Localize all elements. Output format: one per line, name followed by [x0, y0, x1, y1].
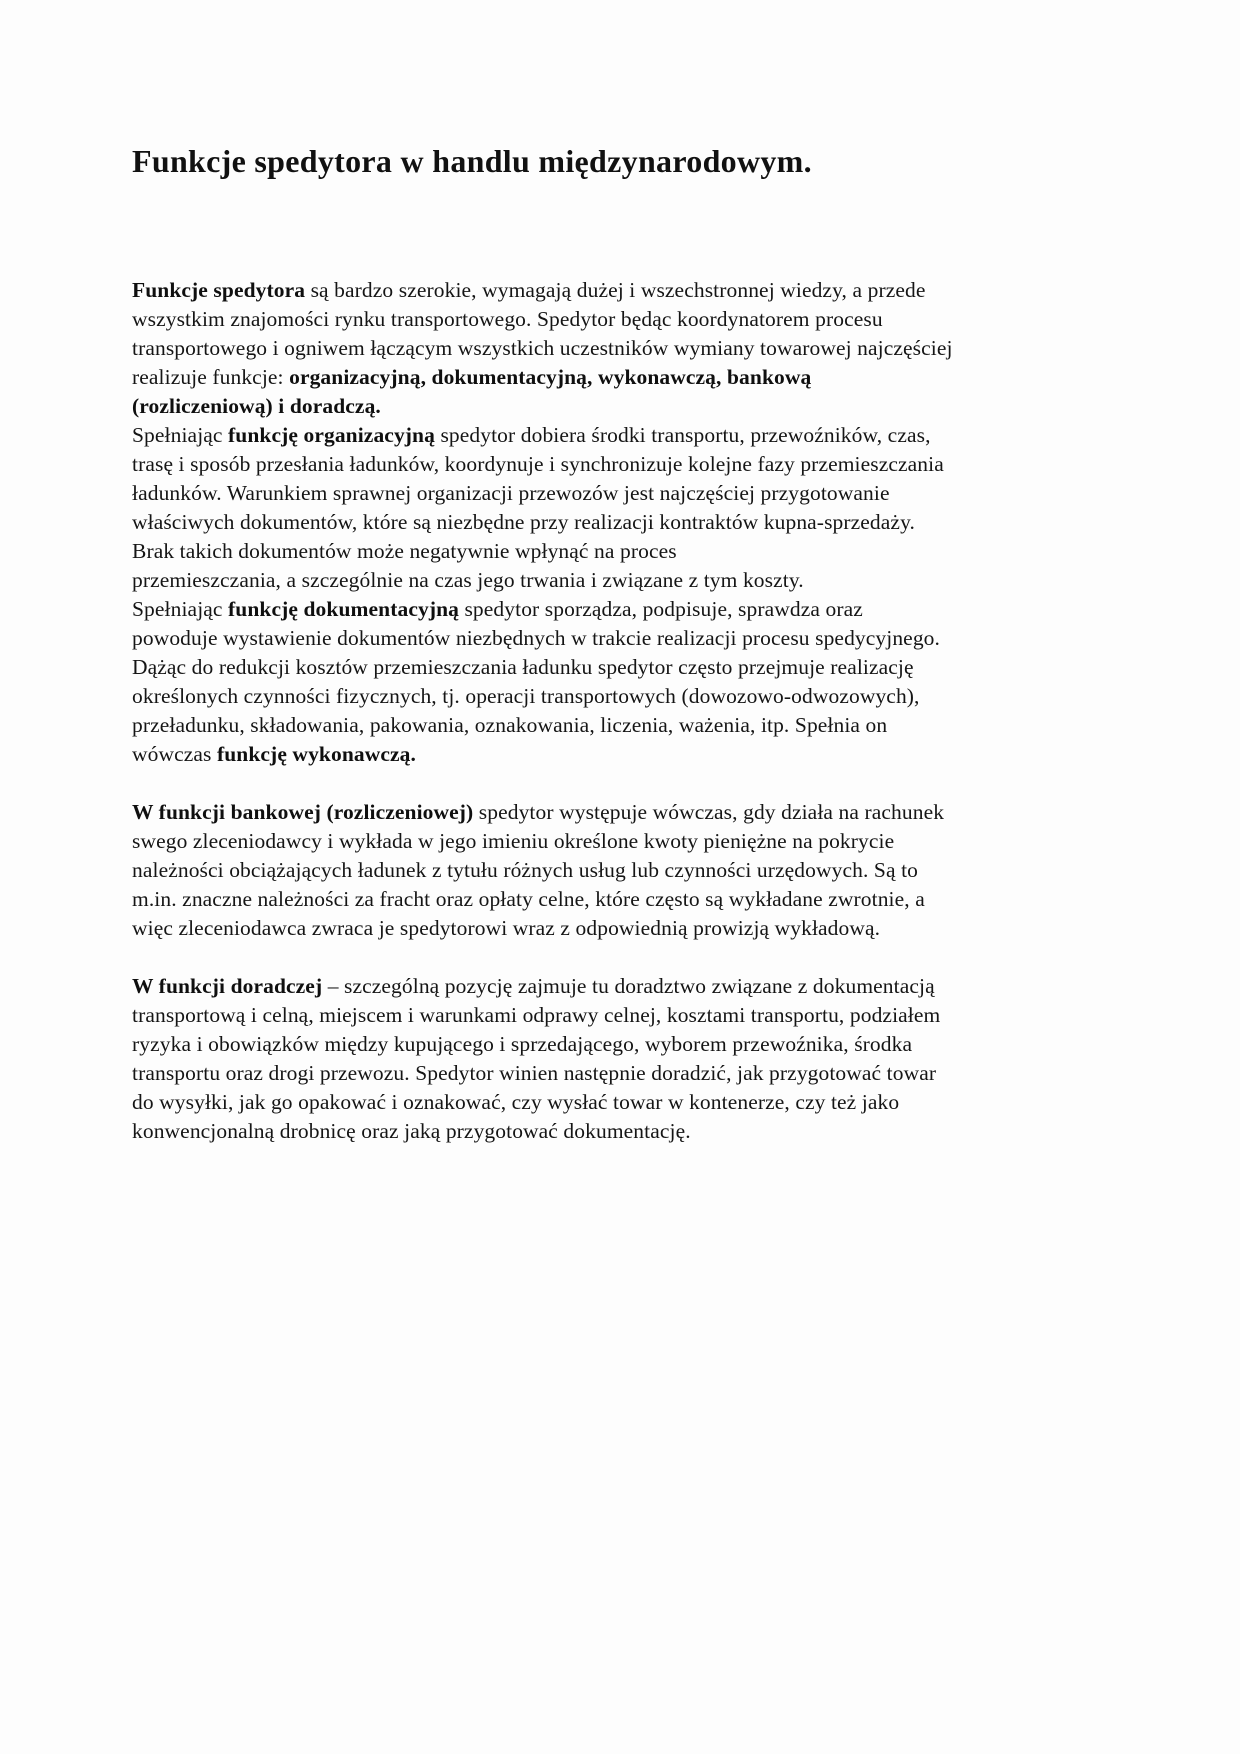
- text-line: [132, 566, 1152, 595]
- bold-text-segment: funkcję dokumentacyjną: [228, 597, 459, 621]
- document-content: [132, 140, 1152, 1146]
- text-line: [132, 1088, 1152, 1117]
- bold-text-segment: funkcję wykonawczą.: [216, 742, 416, 766]
- text-segment: ryzyka i obowiązków między kupującego i sprzedającego, wyborem przewoźnika, środka: [132, 1032, 913, 1056]
- text-line: [132, 827, 1152, 856]
- text-line: [132, 334, 1152, 363]
- text-line: [132, 479, 1152, 508]
- text-segment: konwencjonalną drobnicę oraz jaką przygotować dokumentację.: [132, 1119, 691, 1143]
- text-line: [132, 276, 1152, 305]
- text-segment: do wysyłki, jak go opakować i oznakować, czy wysłać towar w kontenerze, czy też jako: [132, 1090, 900, 1114]
- text-segment: spedytor występuje wówczas, gdy działa na rachunek: [473, 800, 945, 824]
- bold-text-segment: W funkcji doradczej: [132, 974, 323, 998]
- text-line: [132, 450, 1152, 479]
- text-line: [132, 711, 1152, 740]
- text-segment: spedytor dobiera środki transportu, przewoźników, czas,: [434, 423, 931, 447]
- text-line: [132, 392, 1152, 421]
- text-segment: Dążąc do redukcji kosztów przemieszczania ładunku spedytor często przejmuje realizację: [132, 655, 914, 679]
- text-segment: Spełniając: [132, 597, 229, 621]
- text-segment: powoduje wystawienie dokumentów niezbędnych w trakcie realizacji procesu spedycyjnego.: [132, 626, 941, 650]
- text-segment: transportowego i ogniwem łączącym wszystkich uczestników wymiany towarowej najczęściej: [132, 336, 953, 360]
- bold-text-segment: funkcję organizacyjną: [228, 423, 435, 447]
- text-line: [132, 595, 1152, 624]
- bold-text-segment: W funkcji bankowej (rozliczeniowej): [132, 800, 474, 824]
- text-line: [132, 885, 1152, 914]
- text-line: [132, 856, 1152, 885]
- text-line: [132, 798, 1152, 827]
- bold-text-segment: Funkcje spedytora: [132, 278, 306, 302]
- text-line: [132, 682, 1152, 711]
- page-title: Funkcje spedytora w handlu międzynarodowym.: [132, 143, 812, 179]
- text-line: [132, 305, 1152, 334]
- text-segment: są bardzo szerokie, wymagają dużej i wszechstronnej wiedzy, a przede: [305, 278, 926, 302]
- text-line: [132, 1059, 1152, 1088]
- text-segment: swego zleceniodawcy i wykłada w jego imieniu określone kwoty pieniężne na pokrycie: [132, 829, 895, 853]
- text-line: [132, 1117, 1152, 1146]
- text-segment: spedytor sporządza, podpisuje, sprawdza oraz: [458, 597, 863, 621]
- text-segment: transportową i celną, miejscem i warunkami odprawy celnej, kosztami transportu, podziałem: [132, 1003, 941, 1027]
- text-line: [132, 653, 1152, 682]
- text-line: [132, 972, 1152, 1001]
- text-segment: m.in. znaczne należności za fracht oraz opłaty celne, które często są wykładane zwrotnie, a: [132, 887, 925, 911]
- text-segment: wówczas: [132, 742, 217, 766]
- text-line: [132, 537, 1152, 566]
- paragraph: [132, 276, 1152, 769]
- text-segment: wszystkim znajomości rynku transportowego. Spedytor będąc koordynatorem procesu: [132, 307, 883, 331]
- document-body: [132, 276, 1152, 1146]
- text-segment: transportu oraz drogi przewozu. Spedytor winien następnie doradzić, jak przygotować towar: [132, 1061, 937, 1085]
- text-line: [132, 740, 1152, 769]
- text-line: [132, 421, 1152, 450]
- text-segment: określonych czynności fizycznych, tj. operacji transportowych (dowozowo-odwozowych),: [132, 684, 920, 708]
- text-line: [132, 624, 1152, 653]
- text-segment: przemieszczania, a szczególnie na czas jego trwania i związane z tym koszty.: [132, 568, 804, 592]
- paragraph: [132, 798, 1152, 943]
- text-line: [132, 1030, 1152, 1059]
- paragraph: [132, 972, 1152, 1146]
- text-segment: ładunków. Warunkiem sprawnej organizacji przewozów jest najczęściej przygotowanie: [132, 481, 890, 505]
- bold-text-segment: (rozliczeniową) i doradczą.: [132, 394, 381, 418]
- text-segment: – szczególną pozycję zajmuje tu doradztwo związane z dokumentacją: [322, 974, 935, 998]
- text-line: [132, 1001, 1152, 1030]
- text-segment: Spełniając: [132, 423, 229, 447]
- bold-text-segment: organizacyjną, dokumentacyjną, wykonawczą, bankową: [289, 365, 812, 389]
- text-line: [132, 508, 1152, 537]
- text-segment: realizuje funkcje:: [132, 365, 290, 389]
- text-segment: właściwych dokumentów, które są niezbędne przy realizacji kontraktów kupna-sprzedaży.: [132, 510, 915, 534]
- text-segment: należności obciążających ładunek z tytułu różnych usług lub czynności urzędowych. Są to: [132, 858, 919, 882]
- text-line: [132, 363, 1152, 392]
- text-segment: przeładunku, składowania, pakowania, oznakowania, liczenia, ważenia, itp. Spełnia on: [132, 713, 888, 737]
- text-segment: więc zleceniodawca zwraca je spedytorowi wraz z odpowiednią prowizją wykładową.: [132, 916, 881, 940]
- text-line: [132, 914, 1152, 943]
- text-segment: trasę i sposób przesłania ładunków, koordynuje i synchronizuje kolejne fazy przemieszczania: [132, 452, 944, 476]
- text-segment: Brak takich dokumentów może negatywnie wpłynąć na proces: [132, 539, 677, 563]
